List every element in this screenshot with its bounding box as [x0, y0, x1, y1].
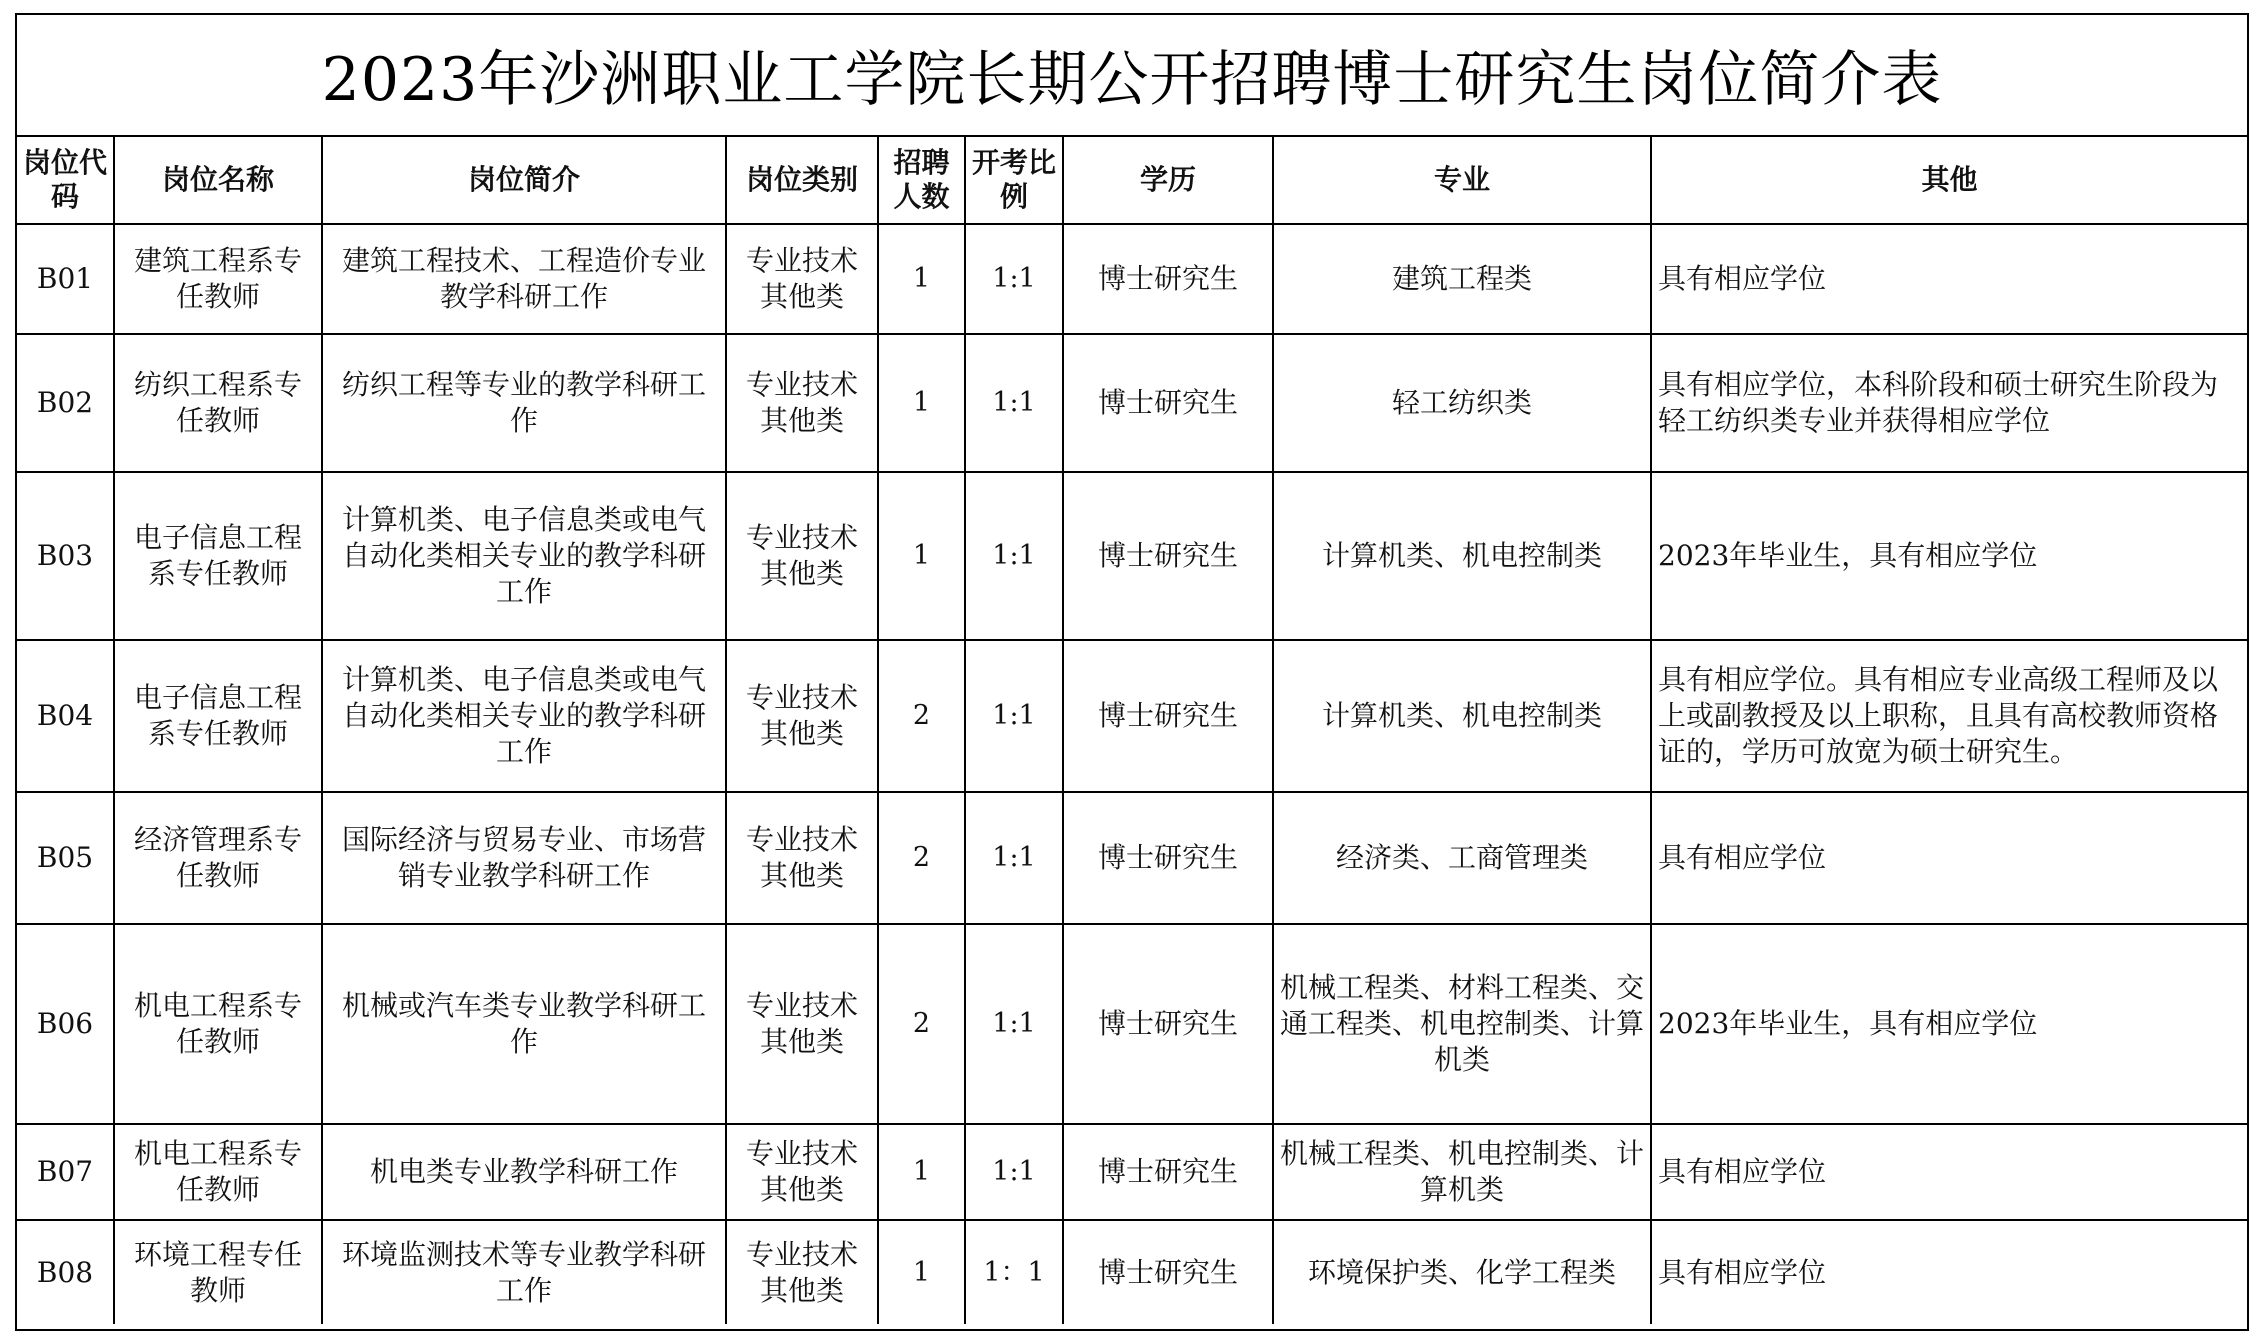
cell-ratio: 1:1	[965, 334, 1063, 472]
cell-other: 2023年毕业生，具有相应学位	[1651, 924, 2247, 1124]
cell-name: 纺织工程系专任教师	[114, 334, 322, 472]
cell-name: 机电工程系专任教师	[114, 924, 322, 1124]
cell-education: 博士研究生	[1063, 1124, 1273, 1220]
column-header-intro: 岗位简介	[322, 137, 726, 224]
cell-major: 计算机类、机电控制类	[1273, 640, 1651, 792]
positions-table	[17, 137, 2247, 1324]
cell-code: B05	[17, 792, 114, 924]
cell-code: B01	[17, 224, 114, 334]
cell-intro: 机电类专业教学科研工作	[322, 1124, 726, 1220]
cell-ratio: 1:1	[965, 224, 1063, 334]
table-row	[17, 224, 2247, 334]
cell-count: 1	[878, 334, 965, 472]
cell-category: 专业技术其他类	[726, 640, 878, 792]
cell-count: 1	[878, 472, 965, 640]
cell-name: 环境工程专任教师	[114, 1220, 322, 1324]
cell-category: 专业技术其他类	[726, 334, 878, 472]
cell-code: B03	[17, 472, 114, 640]
cell-other: 具有相应学位	[1651, 792, 2247, 924]
cell-major: 环境保护类、化学工程类	[1273, 1220, 1651, 1324]
cell-education: 博士研究生	[1063, 792, 1273, 924]
cell-count: 2	[878, 640, 965, 792]
cell-education: 博士研究生	[1063, 924, 1273, 1124]
cell-ratio: 1:1	[965, 1124, 1063, 1220]
cell-major: 机械工程类、材料工程类、交通工程类、机电控制类、计算机类	[1273, 924, 1651, 1124]
column-header-education: 学历	[1063, 137, 1273, 224]
column-header-code: 岗位代码	[17, 137, 114, 224]
cell-intro: 机械或汽车类专业教学科研工作	[322, 924, 726, 1124]
cell-major: 轻工纺织类	[1273, 334, 1651, 472]
cell-education: 博士研究生	[1063, 1220, 1273, 1324]
cell-education: 博士研究生	[1063, 640, 1273, 792]
column-header-major: 专业	[1273, 137, 1651, 224]
cell-intro: 环境监测技术等专业教学科研工作	[322, 1220, 726, 1324]
cell-name: 电子信息工程系专任教师	[114, 640, 322, 792]
column-header-other: 其他	[1651, 137, 2247, 224]
cell-name: 电子信息工程系专任教师	[114, 472, 322, 640]
cell-other: 具有相应学位。具有相应专业高级工程师及以上或副教授及以上职称，且具有高校教师资格证的，学历可放宽为硕士研究生。	[1651, 640, 2247, 792]
cell-code: B08	[17, 1220, 114, 1324]
column-header-ratio: 开考比例	[965, 137, 1063, 224]
cell-education: 博士研究生	[1063, 224, 1273, 334]
cell-intro: 纺织工程等专业的教学科研工作	[322, 334, 726, 472]
cell-category: 专业技术其他类	[726, 1220, 878, 1324]
cell-code: B04	[17, 640, 114, 792]
job-table-sheet	[15, 13, 2249, 1331]
cell-other: 具有相应学位	[1651, 1124, 2247, 1220]
table-header-row	[17, 137, 2247, 224]
column-header-count: 招聘人数	[878, 137, 965, 224]
table-row	[17, 792, 2247, 924]
table-row	[17, 1220, 2247, 1324]
cell-intro: 国际经济与贸易专业、市场营销专业教学科研工作	[322, 792, 726, 924]
table-row	[17, 334, 2247, 472]
table-row	[17, 472, 2247, 640]
cell-code: B07	[17, 1124, 114, 1220]
cell-count: 2	[878, 792, 965, 924]
cell-category: 专业技术其他类	[726, 1124, 878, 1220]
column-header-category: 岗位类别	[726, 137, 878, 224]
cell-ratio: 1:1	[965, 924, 1063, 1124]
cell-ratio: 1:1	[965, 640, 1063, 792]
table-row	[17, 640, 2247, 792]
cell-code: B02	[17, 334, 114, 472]
cell-count: 1	[878, 224, 965, 334]
cell-intro: 建筑工程技术、工程造价专业教学科研工作	[322, 224, 726, 334]
cell-count: 1	[878, 1220, 965, 1324]
cell-education: 博士研究生	[1063, 472, 1273, 640]
cell-ratio: 1:1	[965, 472, 1063, 640]
cell-major: 机械工程类、机电控制类、计算机类	[1273, 1124, 1651, 1220]
table-row	[17, 1124, 2247, 1220]
cell-name: 机电工程系专任教师	[114, 1124, 322, 1220]
cell-other: 2023年毕业生，具有相应学位	[1651, 472, 2247, 640]
cell-other: 具有相应学位	[1651, 1220, 2247, 1324]
cell-ratio: 1：1	[965, 1220, 1063, 1324]
cell-category: 专业技术其他类	[726, 472, 878, 640]
cell-count: 2	[878, 924, 965, 1124]
cell-intro: 计算机类、电子信息类或电气自动化类相关专业的教学科研工作	[322, 472, 726, 640]
cell-name: 建筑工程系专任教师	[114, 224, 322, 334]
cell-other: 具有相应学位，本科阶段和硕士研究生阶段为轻工纺织类专业并获得相应学位	[1651, 334, 2247, 472]
cell-other: 具有相应学位	[1651, 224, 2247, 334]
cell-major: 建筑工程类	[1273, 224, 1651, 334]
cell-education: 博士研究生	[1063, 334, 1273, 472]
column-header-name: 岗位名称	[114, 137, 322, 224]
cell-category: 专业技术其他类	[726, 924, 878, 1124]
cell-count: 1	[878, 1124, 965, 1220]
cell-major: 经济类、工商管理类	[1273, 792, 1651, 924]
cell-major: 计算机类、机电控制类	[1273, 472, 1651, 640]
table-row	[17, 924, 2247, 1124]
cell-intro: 计算机类、电子信息类或电气自动化类相关专业的教学科研工作	[322, 640, 726, 792]
cell-category: 专业技术其他类	[726, 224, 878, 334]
cell-ratio: 1:1	[965, 792, 1063, 924]
cell-code: B06	[17, 924, 114, 1124]
cell-name: 经济管理系专任教师	[114, 792, 322, 924]
cell-category: 专业技术其他类	[726, 792, 878, 924]
page-title: 2023年沙洲职业工学院长期公开招聘博士研究生岗位简介表	[17, 15, 2247, 137]
